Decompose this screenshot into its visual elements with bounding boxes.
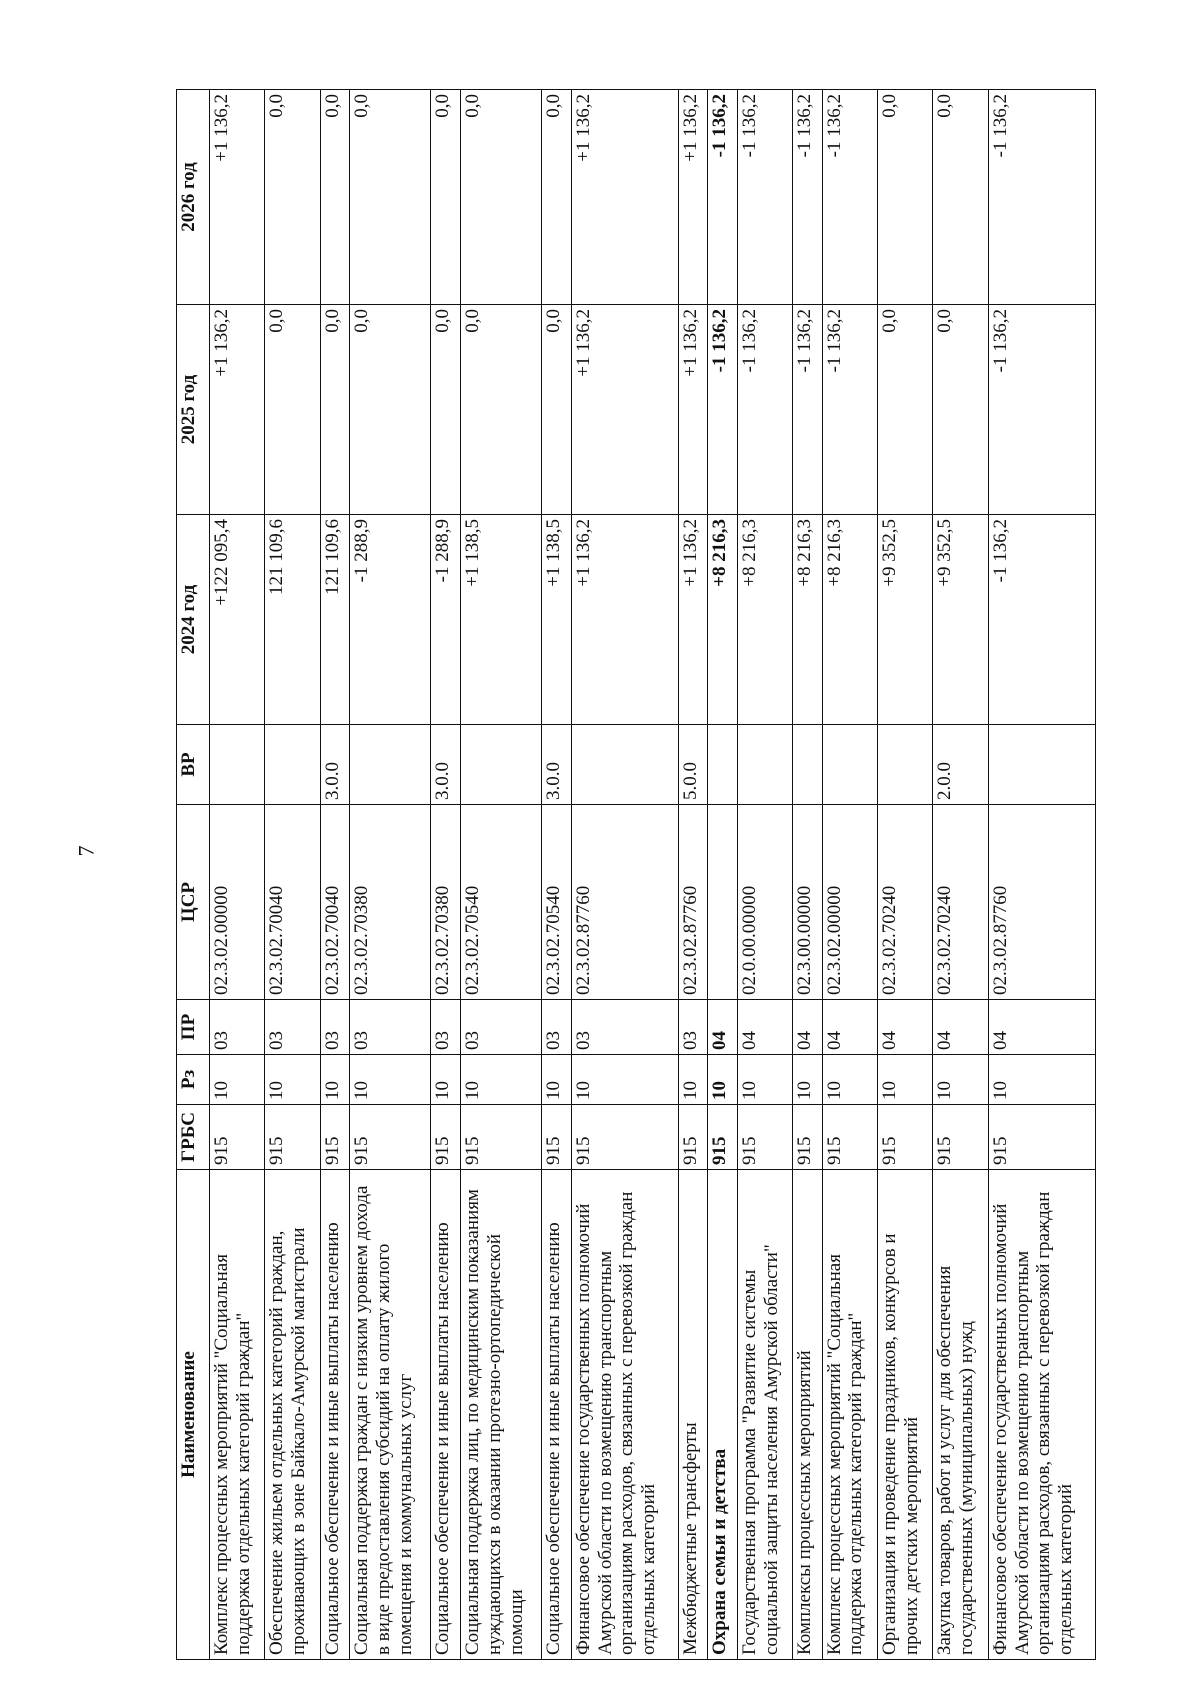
- cell-2025: -1 136,2: [988, 305, 1095, 515]
- cell-2025: 0,0: [933, 305, 988, 515]
- cell-2025: 0,0: [460, 305, 541, 515]
- table-row: [210, 90, 265, 1660]
- cell-csr: 02.3.02.70240: [877, 805, 932, 1000]
- cell-grbs: 915: [350, 1105, 431, 1170]
- cell-vr: [708, 725, 737, 805]
- cell-name: Комплекс процессных мероприятий "Социальная поддержка отдельных категорий граждан": [822, 1170, 877, 1660]
- cell-pr: 04: [793, 1000, 822, 1055]
- cell-2024: +8 216,3: [708, 515, 737, 725]
- cell-2024: -1 136,2: [988, 515, 1095, 725]
- header-csr: ЦСР: [177, 805, 210, 1000]
- cell-2024: -1 288,9: [431, 515, 460, 725]
- cell-name: Комплекс процессных мероприятий "Социальная поддержка отдельных категорий граждан": [210, 1170, 265, 1660]
- cell-2026: -1 136,2: [822, 90, 877, 305]
- cell-rz: 10: [708, 1055, 737, 1105]
- cell-vr: 3.0.0: [431, 725, 460, 805]
- cell-name: Социальная поддержка граждан с низким уровнем дохода в виде предоставления субсидий на оплату жилого помещения и коммунальных услуг: [350, 1170, 431, 1660]
- cell-2026: -1 136,2: [793, 90, 822, 305]
- cell-2026: 0,0: [460, 90, 541, 305]
- table-row: [793, 90, 822, 1660]
- cell-pr: 04: [988, 1000, 1095, 1055]
- table-row: [678, 90, 707, 1660]
- table-row: [350, 90, 431, 1660]
- table-row: [877, 90, 932, 1660]
- table-body: [210, 90, 1096, 1660]
- table-wrapper: [176, 90, 1096, 1660]
- cell-name: Организация и проведение праздников, конкурсов и прочих детских мероприятий: [877, 1170, 932, 1660]
- cell-rz: 10: [265, 1055, 320, 1105]
- cell-2024: +1 138,5: [542, 515, 571, 725]
- cell-name: Охрана семьи и детства: [708, 1170, 737, 1660]
- page-number: 7: [73, 845, 99, 857]
- cell-rz: 10: [320, 1055, 349, 1105]
- cell-grbs: 915: [265, 1105, 320, 1170]
- cell-name: Комплексы процессных мероприятий: [793, 1170, 822, 1660]
- cell-grbs: 915: [877, 1105, 932, 1170]
- cell-name: Социальное обеспечение и иные выплаты населению: [320, 1170, 349, 1660]
- cell-name: Обеспечение жильем отдельных категорий граждан, проживающих в зоне Байкало-Амурской магистрали: [265, 1170, 320, 1660]
- cell-2026: 0,0: [877, 90, 932, 305]
- cell-csr: 02.3.02.87760: [988, 805, 1095, 1000]
- cell-2026: -1 136,2: [708, 90, 737, 305]
- cell-csr: 02.0.00.00000: [737, 805, 792, 1000]
- cell-rz: 10: [822, 1055, 877, 1105]
- cell-grbs: 915: [708, 1105, 737, 1170]
- cell-2025: 0,0: [877, 305, 932, 515]
- cell-rz: 10: [210, 1055, 265, 1105]
- cell-pr: 04: [933, 1000, 988, 1055]
- cell-csr: 02.3.02.70040: [265, 805, 320, 1000]
- table-row: [571, 90, 678, 1660]
- cell-vr: 3.0.0: [542, 725, 571, 805]
- cell-name: Социальное обеспечение и иные выплаты населению: [542, 1170, 571, 1660]
- cell-name: Финансовое обеспечение государственных полномочий Амурской области по возмещению транспортным организациям расходов, связанных с перевозкой граждан отдельных категорий: [988, 1170, 1095, 1660]
- table-row: [988, 90, 1095, 1660]
- cell-rz: 10: [988, 1055, 1095, 1105]
- table-row: [542, 90, 571, 1660]
- header-2024: 2024 год: [177, 515, 210, 725]
- cell-rz: 10: [793, 1055, 822, 1105]
- cell-grbs: 915: [793, 1105, 822, 1170]
- cell-vr: 3.0.0: [320, 725, 349, 805]
- cell-vr: [571, 725, 678, 805]
- table-row: [431, 90, 460, 1660]
- cell-pr: 03: [542, 1000, 571, 1055]
- cell-grbs: 915: [542, 1105, 571, 1170]
- cell-vr: [210, 725, 265, 805]
- cell-2024: 121 109,6: [320, 515, 349, 725]
- cell-grbs: 915: [737, 1105, 792, 1170]
- cell-vr: 5.0.0: [678, 725, 707, 805]
- table-row: [708, 90, 737, 1660]
- header-name: Наименование: [177, 1170, 210, 1660]
- cell-csr: 02.3.02.70540: [542, 805, 571, 1000]
- cell-2025: +1 136,2: [571, 305, 678, 515]
- cell-grbs: 915: [571, 1105, 678, 1170]
- cell-csr: 02.3.02.70380: [350, 805, 431, 1000]
- cell-2026: -1 136,2: [988, 90, 1095, 305]
- cell-2025: +1 136,2: [210, 305, 265, 515]
- cell-vr: [877, 725, 932, 805]
- table-row: [320, 90, 349, 1660]
- cell-2025: -1 136,2: [708, 305, 737, 515]
- cell-pr: 03: [265, 1000, 320, 1055]
- header-rz: Рз: [177, 1055, 210, 1105]
- cell-2025: 0,0: [350, 305, 431, 515]
- cell-vr: [822, 725, 877, 805]
- cell-2025: -1 136,2: [822, 305, 877, 515]
- cell-2026: 0,0: [933, 90, 988, 305]
- cell-pr: 04: [737, 1000, 792, 1055]
- cell-2024: +8 216,3: [737, 515, 792, 725]
- cell-2025: -1 136,2: [793, 305, 822, 515]
- cell-name: Социальная поддержка лиц, по медицинским показаниям нуждающихся в оказании протезно-ортопедической помощи: [460, 1170, 541, 1660]
- cell-rz: 10: [877, 1055, 932, 1105]
- cell-2026: 0,0: [350, 90, 431, 305]
- budget-table: [176, 89, 1096, 1660]
- cell-pr: 03: [320, 1000, 349, 1055]
- cell-2024: +8 216,3: [793, 515, 822, 725]
- cell-rz: 10: [737, 1055, 792, 1105]
- cell-2026: 0,0: [320, 90, 349, 305]
- cell-vr: [350, 725, 431, 805]
- cell-pr: 04: [708, 1000, 737, 1055]
- header-2026: 2026 год: [177, 90, 210, 305]
- cell-grbs: 915: [678, 1105, 707, 1170]
- cell-csr: 02.3.02.70040: [320, 805, 349, 1000]
- cell-vr: [988, 725, 1095, 805]
- cell-pr: 03: [678, 1000, 707, 1055]
- header-2025: 2025 год: [177, 305, 210, 515]
- cell-name: Государственная программа "Развитие системы социальной защиты населения Амурской области": [737, 1170, 792, 1660]
- cell-vr: [737, 725, 792, 805]
- cell-csr: 02.3.02.00000: [822, 805, 877, 1000]
- table-row: [737, 90, 792, 1660]
- cell-2025: +1 136,2: [678, 305, 707, 515]
- cell-pr: 03: [460, 1000, 541, 1055]
- cell-vr: [265, 725, 320, 805]
- cell-rz: 10: [460, 1055, 541, 1105]
- cell-vr: 2.0.0: [933, 725, 988, 805]
- cell-2024: +9 352,5: [933, 515, 988, 725]
- cell-2024: +122 095,4: [210, 515, 265, 725]
- cell-2025: -1 136,2: [737, 305, 792, 515]
- cell-2024: +8 216,3: [822, 515, 877, 725]
- cell-rz: 10: [431, 1055, 460, 1105]
- table-row: [822, 90, 877, 1660]
- cell-pr: 03: [571, 1000, 678, 1055]
- cell-2024: +1 138,5: [460, 515, 541, 725]
- cell-pr: 04: [877, 1000, 932, 1055]
- cell-grbs: 915: [431, 1105, 460, 1170]
- cell-2024: +9 352,5: [877, 515, 932, 725]
- cell-grbs: 915: [988, 1105, 1095, 1170]
- cell-pr: 04: [822, 1000, 877, 1055]
- table-row: [460, 90, 541, 1660]
- cell-2026: 0,0: [265, 90, 320, 305]
- cell-name: Социальное обеспечение и иные выплаты населению: [431, 1170, 460, 1660]
- cell-2026: 0,0: [542, 90, 571, 305]
- cell-pr: 03: [431, 1000, 460, 1055]
- table-header-row: [177, 90, 210, 1660]
- cell-grbs: 915: [320, 1105, 349, 1170]
- cell-2025: 0,0: [265, 305, 320, 515]
- cell-2025: 0,0: [542, 305, 571, 515]
- cell-csr: 02.3.02.70240: [933, 805, 988, 1000]
- cell-rz: 10: [542, 1055, 571, 1105]
- cell-grbs: 915: [822, 1105, 877, 1170]
- cell-vr: [460, 725, 541, 805]
- cell-2025: 0,0: [320, 305, 349, 515]
- cell-rz: 10: [933, 1055, 988, 1105]
- cell-2025: 0,0: [431, 305, 460, 515]
- cell-2024: 121 109,6: [265, 515, 320, 725]
- cell-csr: 02.3.02.87760: [678, 805, 707, 1000]
- cell-rz: 10: [678, 1055, 707, 1105]
- table-row: [933, 90, 988, 1660]
- header-pr: ПР: [177, 1000, 210, 1055]
- cell-pr: 03: [210, 1000, 265, 1055]
- cell-2026: -1 136,2: [737, 90, 792, 305]
- cell-2026: 0,0: [431, 90, 460, 305]
- cell-2024: +1 136,2: [678, 515, 707, 725]
- table-row: [265, 90, 320, 1660]
- cell-grbs: 915: [460, 1105, 541, 1170]
- cell-2024: -1 288,9: [350, 515, 431, 725]
- cell-pr: 03: [350, 1000, 431, 1055]
- cell-2026: +1 136,2: [678, 90, 707, 305]
- cell-grbs: 915: [933, 1105, 988, 1170]
- cell-2026: +1 136,2: [571, 90, 678, 305]
- cell-csr: 02.3.02.00000: [210, 805, 265, 1000]
- cell-2024: +1 136,2: [571, 515, 678, 725]
- header-grbs: ГРБС: [177, 1105, 210, 1170]
- cell-csr: 02.3.02.70540: [460, 805, 541, 1000]
- cell-csr: 02.3.02.87760: [571, 805, 678, 1000]
- cell-rz: 10: [571, 1055, 678, 1105]
- cell-vr: [793, 725, 822, 805]
- cell-rz: 10: [350, 1055, 431, 1105]
- cell-name: Межбюджетные трансферты: [678, 1170, 707, 1660]
- cell-name: Закупка товаров, работ и услуг для обеспечения государственных (муниципальных) нужд: [933, 1170, 988, 1660]
- cell-2026: +1 136,2: [210, 90, 265, 305]
- cell-grbs: 915: [210, 1105, 265, 1170]
- header-vr: ВР: [177, 725, 210, 805]
- cell-csr: 02.3.02.70380: [431, 805, 460, 1000]
- cell-csr: [708, 805, 737, 1000]
- cell-name: Финансовое обеспечение государственных полномочий Амурской области по возмещению транспортным организациям расходов, связанных с перевозкой граждан отдельных категорий: [571, 1170, 678, 1660]
- cell-csr: 02.3.00.00000: [793, 805, 822, 1000]
